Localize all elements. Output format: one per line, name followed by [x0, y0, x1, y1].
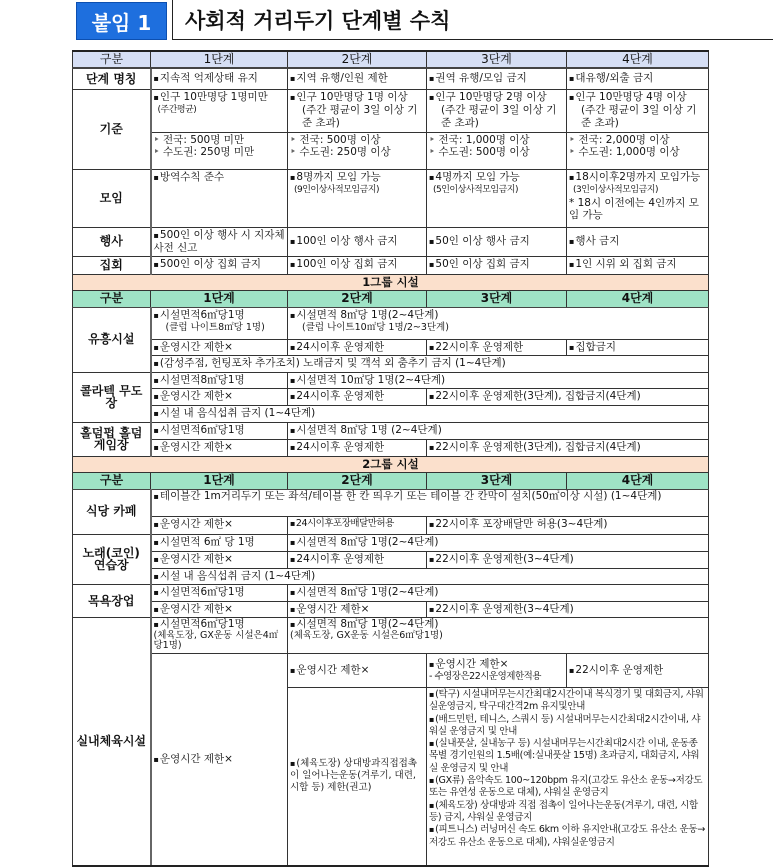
cell: ▪ 운영시간 제한×	[151, 551, 288, 568]
cell: ▪ (감성주점, 헌팅포차 추가조치) 노래금지 및 객석 외 춤추기 금지 (1~4단계)	[151, 356, 709, 373]
cell: ‣ 전국: 1,000명 이상 ‣ 수도권: 500명 이상	[427, 132, 567, 169]
header-level-2: 2단계	[288, 472, 427, 489]
cell: ▪ 500인 이상 집회 금지	[151, 256, 288, 274]
cell: ‣ 전국: 500명 이상 ‣ 수도권: 250명 이상	[288, 132, 427, 169]
cell: ▪ 인구 10만명당 1명 이상 (주간 평균이 3일 이상 기준 초과)	[288, 89, 427, 132]
cell: ▪ 시설 내 음식섭취 금지 (1~4단계)	[151, 568, 709, 585]
cell: ▪ 100인 이상 집회 금지	[288, 256, 427, 274]
group-2-title: 2그룹 시설	[73, 456, 709, 472]
row-label: 노래(코인) 연습장	[73, 534, 151, 585]
table-row	[73, 406, 709, 423]
cell: ▪ (체육도장) 상대방과직접접촉이 일어나는운동(겨루기, 대련, 시합 등) 제한(권고)	[288, 688, 427, 866]
table-row	[73, 439, 709, 456]
cell: ▪ 지역 유행/인원 제한	[288, 68, 427, 89]
cell: ▪ 22시이후 운영제한(3단계), 집합금지(4단계)	[427, 389, 709, 406]
cell: ▪ 시설면적6㎡당1명	[151, 422, 288, 439]
cell: ▪ 대유행/외출 금지	[567, 68, 709, 89]
header-level-2: 2단계	[288, 51, 427, 68]
page-title: 사회적 거리두기 단계별 수칙	[172, 0, 773, 40]
header-level-1: 1단계	[151, 290, 288, 307]
row-label: 식당 카페	[73, 489, 151, 534]
cell: ▪ 운영시간 제한×	[151, 654, 288, 866]
row-criteria	[73, 89, 709, 132]
table-row	[73, 516, 709, 534]
header-category: 구분	[73, 290, 151, 307]
cell: ▪ 22시이후 포장배달만 허용(3~4단계)	[427, 516, 709, 534]
cell: ▪ 시설면적 8㎡당 1명(2~4단계) (클럽 나이트10㎡당 1명/2~3단계)	[288, 307, 709, 339]
cell: ▪ 50인 이상 집회 금지	[427, 256, 567, 274]
cell: ▪ 운영시간 제한×	[288, 654, 427, 688]
cell: ▪ 시설면적 8㎡당 1명(2~4단계)	[288, 534, 709, 551]
cell: ▪ 시설면적 8㎡당 1명 (2~4단계)	[288, 422, 709, 439]
cell: ▪ 운영시간 제한×	[151, 389, 288, 406]
row-label: 목욕장업	[73, 585, 151, 618]
header-level-4: 4단계	[567, 472, 709, 489]
row-label: 실내체육시설	[73, 618, 151, 866]
cell: ▪ 운영시간 제한×	[151, 339, 288, 356]
cell: ▪ 8명까지 모임 가능 (9인이상사적모임금지)	[288, 169, 427, 227]
cell: ▪ 24시이후 운영제한	[288, 439, 427, 456]
cell: ▪ 시설면적8㎡당1명	[151, 372, 288, 389]
header-category: 구분	[73, 51, 151, 68]
distancing-rules-table	[72, 50, 709, 867]
cell: ▪ 운영시간 제한× - 수영장은22시운영제한적용	[427, 654, 567, 688]
cell: ▪ 22시이후 운영제한	[427, 339, 567, 356]
cell: ▪ 운영시간 제한×	[151, 516, 288, 534]
row-holdem	[73, 422, 709, 439]
cell: ▪ 운영시간 제한×	[288, 601, 427, 618]
row-karaoke	[73, 534, 709, 551]
cell: ▪ 인구 10만명당 1명미만 (주간평균)	[151, 89, 288, 132]
table-row	[73, 356, 709, 373]
header-category: 구분	[73, 472, 151, 489]
cell: ▪ 지속적 억제상태 유지	[151, 68, 288, 89]
cell: ▪ 운영시간 제한×	[151, 601, 288, 618]
cell: ‣ 전국: 500명 미만 ‣ 수도권: 250명 미만	[151, 132, 288, 169]
row-events	[73, 227, 709, 256]
table-row	[73, 601, 709, 618]
header-level-3: 3단계	[427, 472, 567, 489]
cell: ▪ 권역 유행/모임 금지	[427, 68, 567, 89]
table-row	[73, 274, 709, 290]
cell: ▪ 24시이후 운영제한	[288, 339, 427, 356]
cell: ▪ 22시이후 운영제한	[567, 654, 709, 688]
table-row	[73, 654, 709, 688]
header-level-3: 3단계	[427, 290, 567, 307]
row-rally	[73, 256, 709, 274]
cell: ▪ (탁구) 시설내머무는시간최대2시간이내 복식경기 및 대회금지, 샤워실운영금지, 탁구대간격2m 유지및안내 ▪ (배드민턴, 테니스, 스쿼시 등) 시설내머무는시간최대2시간이내, 샤워실 운영금지 및 안내 ▪ (실내풋살, 실내농구 등) 시설내머무는시간최대2시간 이내, 운동종목별 경기인원의 1.5배(예:실내풋살 15명) 초과금지, 대회금지, 샤워실 운영금지 및 안내 ▪ (GX류) 음악속도 100~120bpm 유지(고강도 유산소 운동→저강도 또는 유연성 운동으로 대체), 샤워실 운영금지 ▪ (체육도장) 상대방과 직접 접촉이 일어나는운동(겨루기, 대련, 시합 등) 금지, 샤워실 운영금지 ▪ (피트니스) 러닝머신 속도 6km 이하 유지안내(고강도 유산소 운동→저강도 유산소 운동으로 대체), 샤워실운영금지	[427, 688, 709, 866]
cell: ▪ 집합금지	[567, 339, 709, 356]
table-row	[73, 389, 709, 406]
cell: ▪ 22시이후 운영제한(3~4단계)	[427, 601, 709, 618]
cell: ▪ 4명까지 모임 가능 (5인이상사적모임금지)	[427, 169, 567, 227]
row-gym	[73, 618, 709, 654]
cell: ▪ 시설면적6㎡당1명	[151, 585, 288, 602]
row-label: 단계 명칭	[73, 68, 151, 89]
row-label: 기준	[73, 89, 151, 169]
table-row	[73, 456, 709, 472]
header-level-1: 1단계	[151, 51, 288, 68]
row-gathering	[73, 169, 709, 227]
header-level-4: 4단계	[567, 51, 709, 68]
cell: ▪ 22시이후 운영제한(3~4단계)	[427, 551, 709, 568]
row-label: 홀덤펍 홀덤게임장	[73, 422, 151, 456]
row-restaurant	[73, 489, 709, 516]
cell: ▪ 테이블간 1m거리두기 또는 좌석/테이블 한 칸 띄우기 또는 테이블 간 칸막이 설치(50㎡이상 시설) (1~4단계)	[151, 489, 709, 516]
cell: ‣ 전국: 2,000명 이상 ‣ 수도권: 1,000명 이상	[567, 132, 709, 169]
row-level-name	[73, 68, 709, 89]
table-row	[73, 551, 709, 568]
cell: ▪ 시설 내 음식섭취 금지 (1~4단계)	[151, 406, 709, 423]
cell: ▪ 시설면적 8㎡당 1명(2~4단계) (체육도장, GX운동 시설은6㎡당1명)	[288, 618, 709, 654]
row-entertainment	[73, 307, 709, 339]
table-header	[73, 51, 709, 68]
cell: ▪ 시설면적6㎡당1명 (클럽 나이트8㎡당 1명)	[151, 307, 288, 339]
cell: ▪ 100인 이상 행사 금지	[288, 227, 427, 256]
cell: ▪ 50인 이상 행사 금지	[427, 227, 567, 256]
cell: ▪ 24시이후포장배달만허용	[288, 516, 427, 534]
header-level-4: 4단계	[567, 290, 709, 307]
cell: ▪ 22시이후 운영제한(3단계), 집합금지(4단계)	[427, 439, 709, 456]
cell: ▪ 방역수칙 준수	[151, 169, 288, 227]
group-2-header	[73, 472, 709, 489]
cell: ▪ 시설면적 8㎡당 1명(2~4단계)	[288, 585, 709, 602]
row-label: 콜라텍 무도장	[73, 372, 151, 422]
header-level-2: 2단계	[288, 290, 427, 307]
row-bath	[73, 585, 709, 602]
row-criteria-counts	[73, 132, 709, 169]
cell: ▪ 인구 10만명당 2명 이상 (주간 평균이 3일 이상 기준 초과)	[427, 89, 567, 132]
group-1-title: 1그룹 시설	[73, 274, 709, 290]
row-label: 모임	[73, 169, 151, 227]
attachment-badge: 붙임 1	[76, 2, 167, 40]
table-row	[73, 339, 709, 356]
header-level-3: 3단계	[427, 51, 567, 68]
cell: ▪ 500인 이상 행사 시 지자체 사전 신고	[151, 227, 288, 256]
row-label: 집회	[73, 256, 151, 274]
cell: ▪ 행사 금지	[567, 227, 709, 256]
cell: ▪ 시설면적 10㎡당 1명(2~4단계)	[288, 372, 709, 389]
cell: ▪ 운영시간 제한×	[151, 439, 288, 456]
cell: ▪ 24시이후 운영제한	[288, 389, 427, 406]
cell: ▪ 시설면적6㎡당1명 (체육도장, GX운동 시설은4㎡당1명)	[151, 618, 288, 654]
cell: ▪ 인구 10만명당 4명 이상 (주간 평균이 3일 이상 기준 초과)	[567, 89, 709, 132]
cell: ▪ 1인 시위 외 집회 금지	[567, 256, 709, 274]
group-1-header	[73, 290, 709, 307]
header-level-1: 1단계	[151, 472, 288, 489]
cell: ▪ 24시이후 운영제한	[288, 551, 427, 568]
table-row	[73, 568, 709, 585]
row-colatec	[73, 372, 709, 389]
row-label: 유흥시설	[73, 307, 151, 372]
row-label: 행사	[73, 227, 151, 256]
cell: ▪ 18시이후2명까지 모임가능 (3인이상사적모임금지) * 18시 이전에는 4인까지 모임 가능	[567, 169, 709, 227]
cell: ▪ 시설면적 6㎡ 당 1명	[151, 534, 288, 551]
